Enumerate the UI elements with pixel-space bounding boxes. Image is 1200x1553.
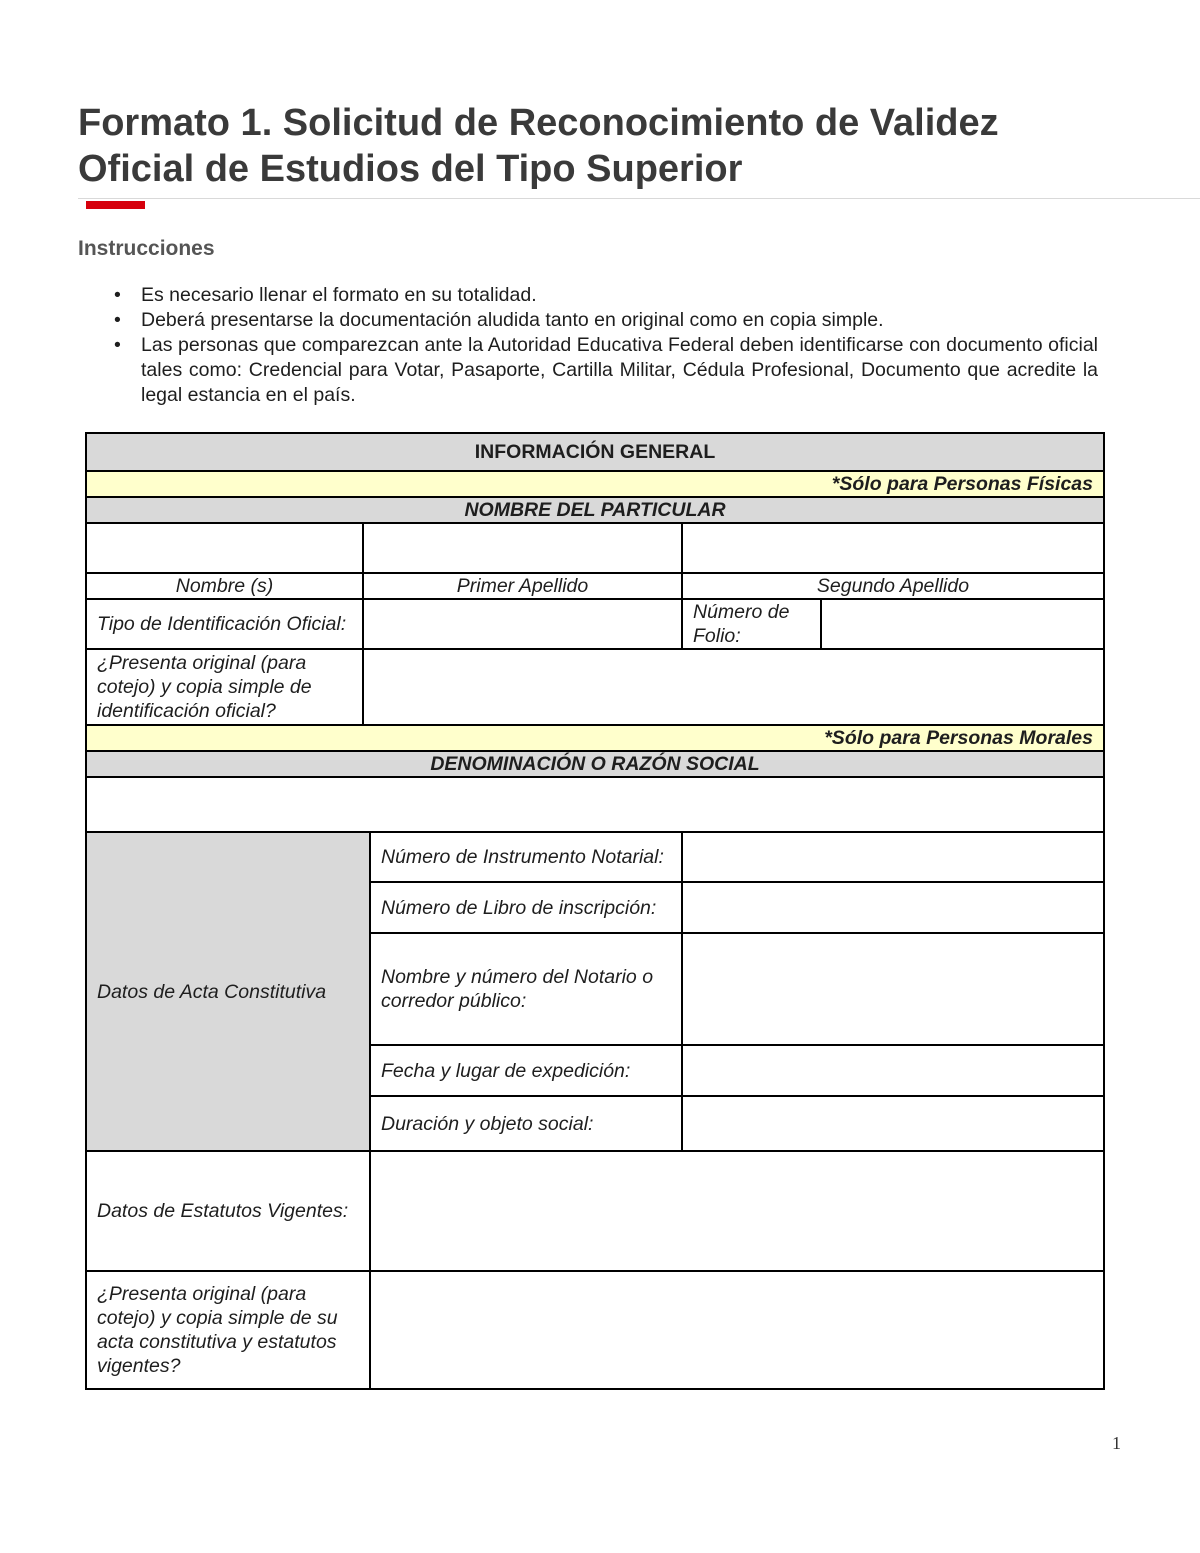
duracion-objeto-label: Duración y objeto social: xyxy=(370,1096,682,1151)
particular-header: NOMBRE DEL PARTICULAR xyxy=(86,497,1104,523)
instruction-item xyxy=(78,333,1098,408)
notario-label: Nombre y número del Notario o corredor público: xyxy=(370,933,682,1045)
fecha-lugar-label: Fecha y lugar de expedición: xyxy=(370,1045,682,1096)
folio-label: Número de Folio: xyxy=(682,599,821,649)
instruction-text: Deberá presentarse la documentación aludida tanto en original como en copia simple. xyxy=(141,309,884,331)
general-info-header: INFORMACIÓN GENERAL xyxy=(86,433,1104,471)
estatutos-input-cell[interactable] xyxy=(370,1151,1104,1271)
instrumento-notarial-label: Número de Instrumento Notarial: xyxy=(370,832,682,882)
primer-apellido-label: Primer Apellido xyxy=(363,573,682,599)
instrumento-notarial-input-cell[interactable] xyxy=(682,832,1104,882)
razon-social-header: DENOMINACIÓN O RAZÓN SOCIAL xyxy=(86,751,1104,777)
libro-inscripcion-input-cell[interactable] xyxy=(682,882,1104,933)
primer-apellido-input-cell[interactable] xyxy=(363,523,682,573)
duracion-objeto-input-cell[interactable] xyxy=(682,1096,1104,1151)
libro-inscripcion-label: Número de Libro de inscripción: xyxy=(370,882,682,933)
instruction-item xyxy=(78,283,1098,308)
presenta-id-input-cell[interactable] xyxy=(363,649,1104,725)
morales-note: *Sólo para Personas Morales xyxy=(86,725,1104,751)
title-line-2: Oficial de Estudios del Tipo Superior xyxy=(78,148,743,190)
instructions-list xyxy=(78,283,1098,408)
razon-social-input-cell[interactable] xyxy=(86,777,1104,832)
segundo-apellido-label: Segundo Apellido xyxy=(682,573,1104,599)
bullet-icon: • xyxy=(114,309,121,331)
bullet-icon: • xyxy=(114,334,121,356)
id-type-input-cell[interactable] xyxy=(363,599,682,649)
presenta-acta-input-cell[interactable] xyxy=(370,1271,1104,1389)
nombre-label: Nombre (s) xyxy=(86,573,363,599)
presenta-id-label: ¿Presenta original (para cotejo) y copia simple de identificación oficial? xyxy=(86,649,363,725)
estatutos-label: Datos de Estatutos Vigentes: xyxy=(86,1151,370,1271)
notario-input-cell[interactable] xyxy=(682,933,1104,1045)
folio-input-cell[interactable] xyxy=(821,599,1104,649)
id-type-label: Tipo de Identificación Oficial: xyxy=(86,599,363,649)
general-info-form xyxy=(85,432,1105,1390)
acta-constitutiva-label: Datos de Acta Constitutiva xyxy=(86,832,370,1151)
title-line-1: Formato 1. Solicitud de Reconocimiento de Validez xyxy=(78,102,999,144)
segundo-apellido-input-cell[interactable] xyxy=(682,523,1104,573)
nombre-input-cell[interactable] xyxy=(86,523,363,573)
page-title xyxy=(78,100,1158,192)
fisicas-note: *Sólo para Personas Físicas xyxy=(86,471,1104,497)
title-divider xyxy=(78,198,1200,199)
instruction-text: Las personas que comparezcan ante la Autoridad Educativa Federal deben identificarse con documento oficial tales como: Credencial para Votar, Pasaporte, Cartilla Militar, Cédula Profesional, Documento que acredite la legal estancia en el país. xyxy=(141,334,1098,406)
page-number: 1 xyxy=(1112,1433,1121,1453)
presenta-acta-label: ¿Presenta original (para cotejo) y copia simple de su acta constitutiva y estatutos vigentes? xyxy=(86,1271,370,1389)
instructions-heading: Instrucciones xyxy=(78,237,215,260)
instruction-text: Es necesario llenar el formato en su totalidad. xyxy=(141,284,537,306)
fecha-lugar-input-cell[interactable] xyxy=(682,1045,1104,1096)
title-accent-bar xyxy=(86,201,145,209)
instruction-item xyxy=(78,308,1098,333)
bullet-icon: • xyxy=(114,284,121,306)
